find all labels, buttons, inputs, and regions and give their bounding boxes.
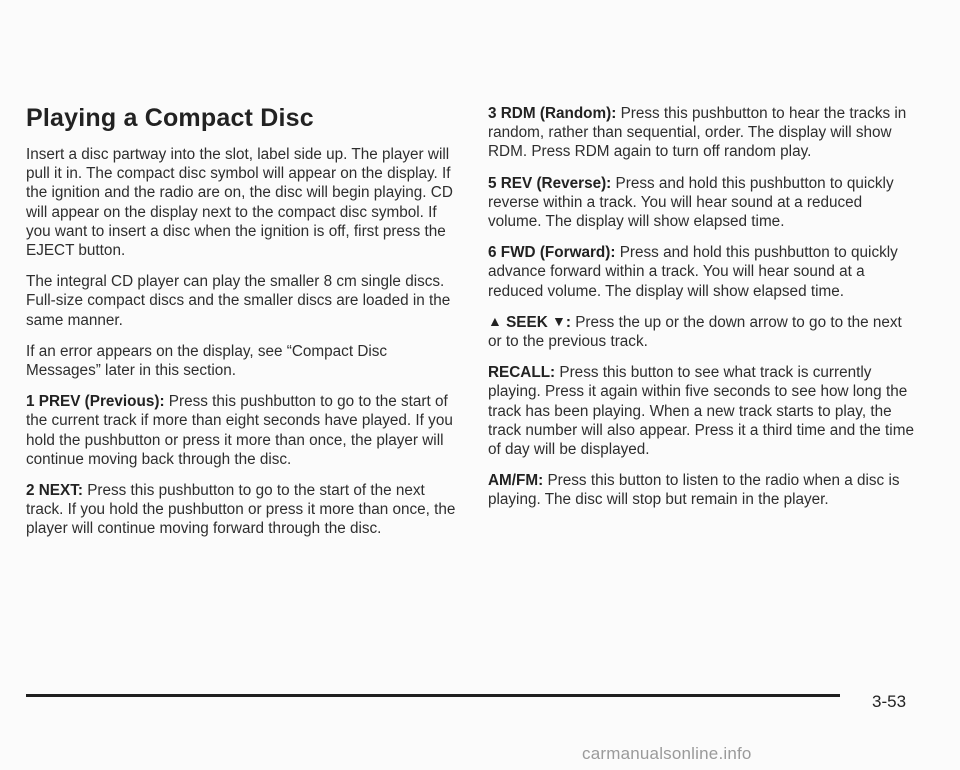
seek-down-arrow-icon: ▼: [552, 312, 566, 329]
prev-term: 1 PREV (Previous):: [26, 393, 165, 411]
rdm-term: 3 RDM (Random):: [488, 105, 617, 122]
fwd-paragraph: [488, 243, 916, 301]
fwd-text: Press and hold this pushbutton to quickly advance forward within a track. You will hear sound at a reduced volume. The display will show elapsed time.: [488, 244, 898, 300]
watermark: carmanualsonline.info: [582, 744, 752, 763]
footer-rule: [26, 694, 840, 697]
left-column: [26, 104, 458, 551]
rdm-text: Press this pushbutton to hear the tracks in random, rather than sequential, order. The display will show RDM. Press RDM again to turn off random play.: [488, 105, 907, 161]
prev-text: Press this pushbutton to go to the start of the current track if more than eight seconds have played. If you hold the pushbutton or press it more than once, the player will continue moving back through the disc.: [26, 393, 453, 468]
insert-disc-paragraph: Insert a disc partway into the slot, label side up. The player will pull it in. The compact disc symbol will appear on the display. If the ignition and the radio are on, the disc will begin playing. CD will appear on the display next to the compact disc symbol. If you want to insert a disc when the ignition is off, first press the EJECT button.: [26, 146, 453, 260]
seek-colon: :: [565, 313, 571, 331]
seek-up-arrow-icon: ▲: [488, 312, 502, 329]
recall-term: RECALL:: [488, 364, 556, 382]
rev-term: 5 REV (Reverse):: [488, 174, 612, 192]
next-term: 2 NEXT:: [26, 482, 83, 500]
error-paragraph: If an error appears on the display, see “Compact Disc Messages” later in this section.: [26, 342, 388, 380]
recall-paragraph: [488, 363, 916, 459]
seek-text: Press the up or the down arrow to go to the next or to the previous track.: [488, 313, 902, 351]
right-column: [488, 104, 916, 522]
fwd-term: 6 FWD (Forward):: [488, 244, 616, 262]
page-number: 3-53: [872, 692, 907, 711]
seek-term: SEEK: [501, 313, 553, 331]
amfm-text: Press this button to listen to the radio when a disc is playing. The disc will stop but remain in the player.: [488, 472, 900, 509]
rev-paragraph: [488, 174, 916, 232]
rev-text: Press and hold this pushbutton to quickly reverse within a track. You will hear sound at a reduced volume. The display will show elapsed time.: [488, 174, 894, 231]
next-paragraph: [26, 481, 458, 539]
recall-text: Press this button to see what track is currently playing. Press it again within five seconds to see how long the track has been playing. When a new track starts to play, the track number will also appear. Press it a third time and the time of day will be displayed.: [488, 364, 914, 459]
rdm-paragraph: [488, 104, 916, 162]
prev-paragraph: [26, 392, 458, 469]
section-heading: Playing a Compact Disc: [26, 104, 314, 132]
amfm-paragraph: [488, 471, 916, 509]
amfm-term: AM/FM:: [488, 472, 544, 490]
next-text: Press this pushbutton to go to the start of the next track. If you hold the pushbutton or press it more than once, the player will continue moving forward through the disc.: [26, 482, 456, 538]
cd-size-paragraph: The integral CD player can play the smaller 8 cm single discs. Full-size compact discs and the smaller discs are loaded in the same manner.: [26, 273, 451, 329]
seek-paragraph: [488, 313, 916, 351]
